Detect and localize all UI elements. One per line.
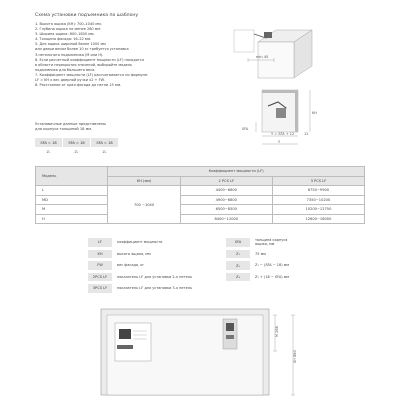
- table-row: [36, 205, 365, 215]
- col-3pcs: 3 PCS LF: [272, 176, 364, 186]
- lf3-cell: 12600~18000: [272, 214, 364, 224]
- legend-left: [88, 238, 192, 296]
- kh-range-cell: 700 ~1040: [108, 186, 180, 224]
- note-line: 3. Ширина ящика: 600–1800 мм.: [35, 32, 95, 37]
- legend-value: показатель LF для установки 2-х петель: [117, 274, 193, 279]
- legend-value: Z₁ − (SFA − 18) мм: [255, 263, 290, 268]
- sfa-header: SFA = 18: [63, 138, 90, 147]
- legend-key: 2PCS LF: [88, 273, 112, 282]
- note-line: 5. Для ящика шириной более 1000 мм: [35, 42, 106, 47]
- sfa-header: SFA = 18: [91, 138, 118, 147]
- legend-key: 3PCS LF: [88, 284, 112, 293]
- sfa-intro-line: для корпуса толщиной 18 мм.: [35, 127, 93, 132]
- note-line: подъемника для большего веса.: [35, 67, 96, 72]
- lf3-cell: 6750~9900: [272, 186, 364, 196]
- sfa-value: Z₁: [46, 149, 51, 154]
- note-line: LF = KH x вес дверной ручки x2 + FW.: [35, 78, 105, 83]
- kh-label: KH: [312, 111, 317, 115]
- legend-key: Z₃: [226, 273, 250, 282]
- kh-header: KH (мм): [108, 176, 180, 186]
- legend-value: коэффициент мощности: [117, 240, 163, 245]
- table-row: [36, 195, 365, 205]
- m288-label: M 288: [275, 326, 279, 337]
- lf2-cell: 4900~6800: [180, 195, 272, 205]
- legend-key: LF: [88, 238, 112, 247]
- cabinet-top-diagram: [228, 22, 318, 78]
- note-line: 1. Высота ящика (KH): 700–1040 мм.: [35, 22, 102, 26]
- legend-value: высота ящика, мм: [117, 251, 151, 256]
- lf3-cell: 7350~10200: [272, 195, 364, 205]
- model-cell: L: [36, 186, 108, 196]
- twelve-label: 12: [304, 132, 309, 136]
- lf2-cell: 4400~6600: [180, 186, 272, 196]
- sfa-value: Z₂: [74, 149, 79, 154]
- coef-header: Коэффициент мощности (LF): [108, 167, 365, 177]
- legend-item: [88, 284, 192, 293]
- legend-value: вес фасада, кг: [117, 263, 145, 268]
- table-row: [36, 186, 365, 196]
- legend-value: толщина корпуса ящика, мм: [255, 238, 288, 247]
- note-line: в области перекрытия значений, выбирайте модель: [35, 62, 133, 67]
- note-line: 6. Если расчетный коэффициент мощности (LF) находится: [35, 57, 144, 62]
- note-line: 4. Толщина фасада: 16–22 мм.: [35, 37, 92, 42]
- legend-value: показатель LF для установки 3-х петель: [117, 286, 193, 291]
- col-2pcs: 2 PCS LF: [180, 176, 272, 186]
- sfa-value: Z₃: [102, 149, 107, 154]
- legend-key: Z₂: [226, 261, 250, 270]
- y-label: Y: [278, 140, 281, 144]
- note-line: 2. Глубина ящика не менее 280 мм.: [35, 27, 102, 32]
- legend-item: [226, 261, 300, 270]
- legend-item: [226, 273, 300, 282]
- note-line: 7. Коэффициент мощности (LF) рассчитывается по формуле:: [35, 72, 149, 77]
- legend-item: [88, 238, 192, 247]
- page-title: Схема установки подъемника по шаблону: [35, 13, 139, 18]
- kh880-label: KH 880: [293, 350, 297, 363]
- sfa-header: SFA = 18: [35, 138, 62, 147]
- min45-label: min 45: [256, 55, 269, 59]
- cabinet-front-diagram: [95, 305, 310, 397]
- legend-item: [226, 250, 300, 259]
- legend-key: FW: [88, 261, 112, 270]
- legend-key: Z₁: [226, 250, 250, 259]
- note-line: или двери весом более 10 кг требуется установка: [35, 47, 129, 52]
- table-row: [36, 214, 365, 224]
- legend-value: Z₁ + (18 − SFA) мм: [255, 274, 290, 279]
- legend-key: SFA: [226, 238, 250, 247]
- sfa-intro-line: Установочные данные представлены: [35, 122, 106, 126]
- legend-right: [226, 238, 300, 284]
- y-formula-label: Y = SFA + 12: [271, 132, 295, 136]
- legend-item: [88, 261, 192, 270]
- note-line: 8. Расстояние от края фасада до петли 15 мм.: [35, 83, 122, 88]
- model-cell: H: [36, 214, 108, 224]
- lf3-cell: 10200~12750: [272, 205, 364, 215]
- sfa-section: [35, 122, 119, 156]
- model-cell: M: [36, 205, 108, 215]
- legend-key: KH: [88, 250, 112, 259]
- cabinet-section-diagram: [224, 86, 334, 152]
- lf2-cell: 6500~8500: [180, 205, 272, 215]
- legend-item: [88, 273, 192, 282]
- power-factor-table: [35, 166, 365, 224]
- model-header: Модель: [36, 167, 108, 186]
- legend-item: [88, 250, 192, 259]
- installation-notes: [35, 22, 200, 88]
- legend-value: 75 мм: [255, 251, 266, 256]
- sfa-label: SFA: [242, 127, 249, 131]
- legend-item: [226, 238, 300, 247]
- model-cell: MD: [36, 195, 108, 205]
- lf2-cell: 8400~12000: [180, 214, 272, 224]
- note-line: 3-петельного подъемника (М или Н).: [35, 52, 104, 57]
